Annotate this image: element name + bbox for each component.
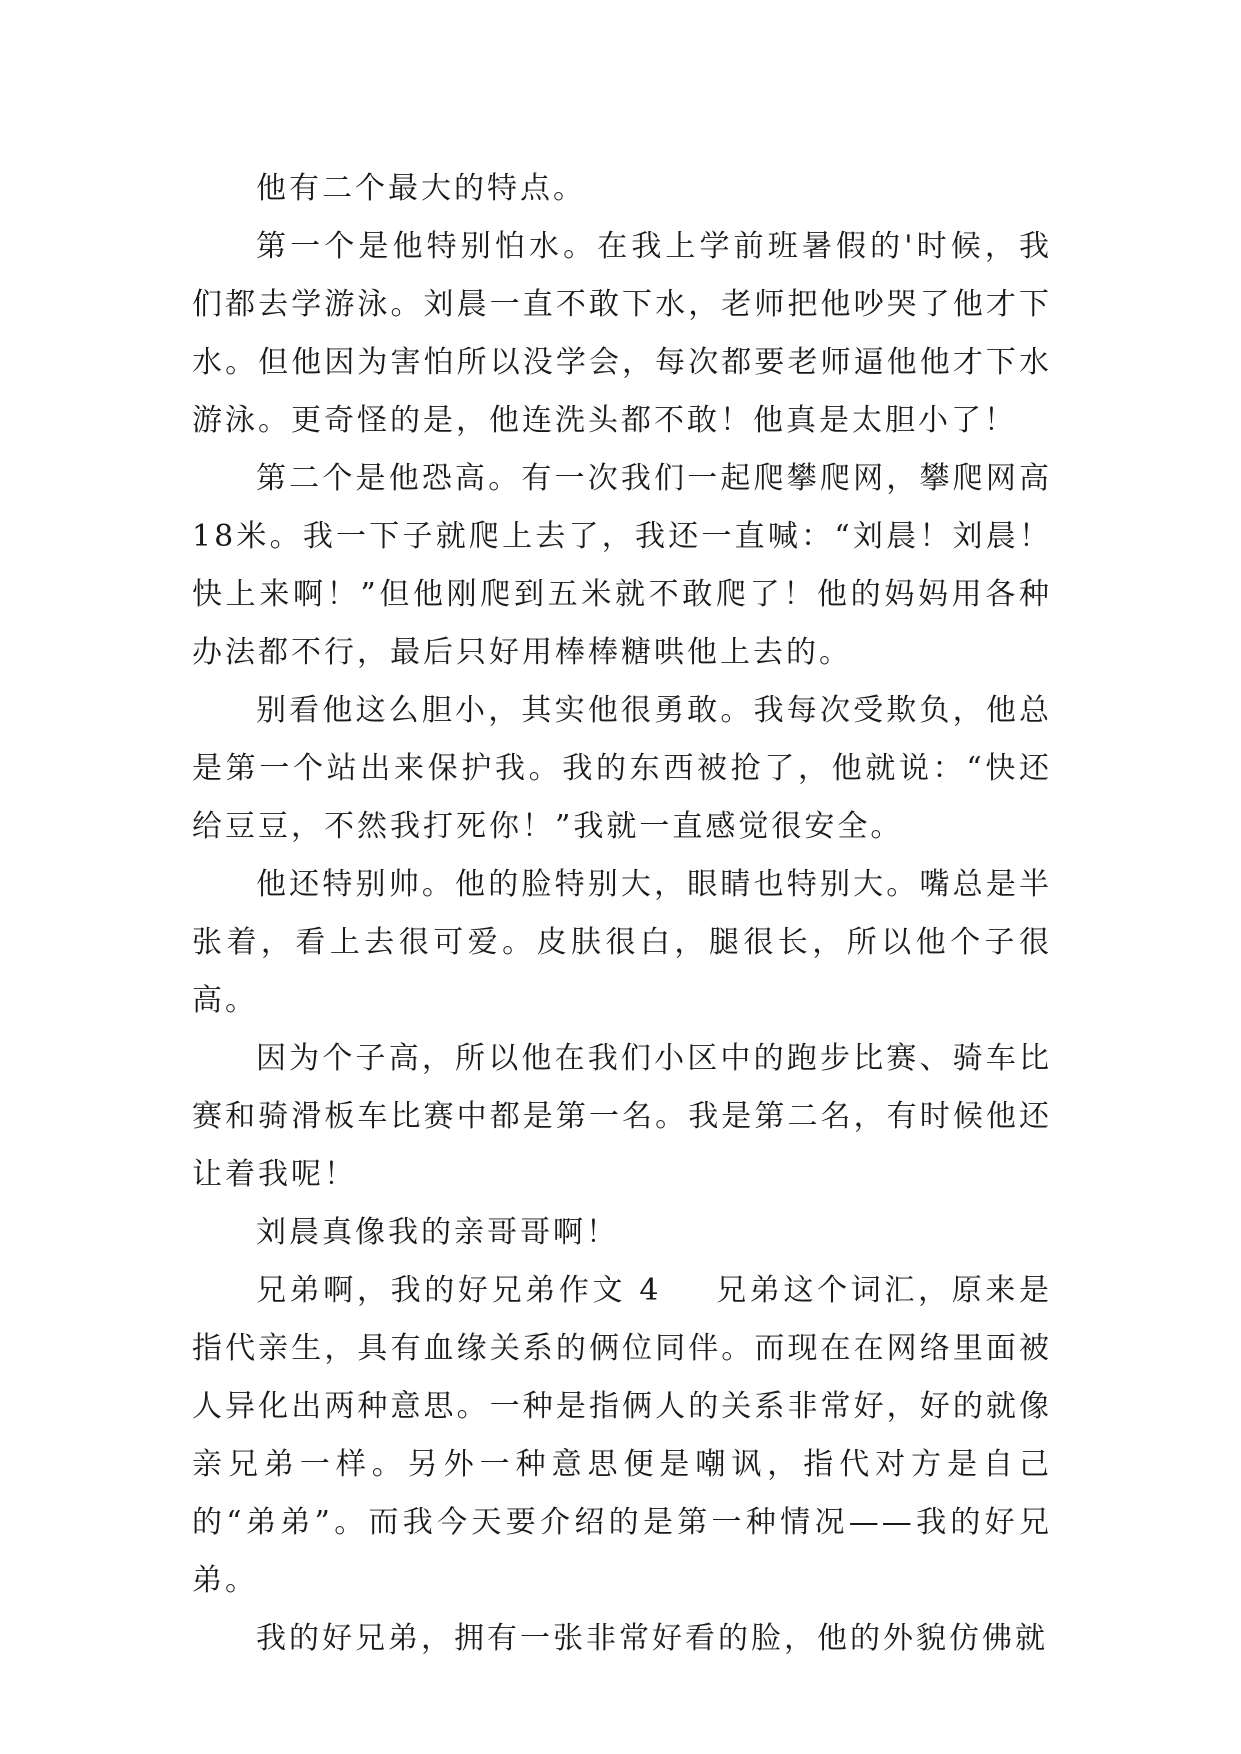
- essay-paragraph: [192, 1262, 1052, 1610]
- document-body: [192, 160, 1052, 1668]
- paragraph-5: 他还特别帅。他的脸特别大，眼睛也特别大。嘴总是半张着，看上去很可爱。皮肤很白，腿很长，所以他个子很高。: [192, 867, 1052, 1018]
- essay-heading: 兄弟啊，我的好兄弟作文 4: [256, 1273, 662, 1308]
- paragraph-7: 刘晨真像我的亲哥哥啊！: [256, 1215, 619, 1250]
- paragraph-3: 第二个是他恐高。有一次我们一起爬攀爬网，攀爬网高18米。我一下子就爬上去了，我还一直喊：“刘晨！刘晨！快上来啊！”但他刚爬到五米就不敢爬了！他的妈妈用各种办法都不行，最后只好用棒棒糖哄他上去的。: [192, 461, 1052, 670]
- paragraph-4: 别看他这么胆小，其实他很勇敢。我每次受欺负，他总是第一个站出来保护我。我的东西被抢了，他就说：“快还给豆豆，不然我打死你！”我就一直感觉很安全。: [192, 693, 1052, 844]
- paragraph-1: 他有二个最大的特点。: [256, 171, 586, 206]
- final-paragraph: 我的好兄弟，拥有一张非常好看的脸，他的外貌仿佛就: [256, 1621, 1048, 1656]
- essay-paragraph-text: 兄弟这个词汇，原来是指代亲生，具有血缘关系的俩位同伴。而现在在网络里面被人异化出两种意思。一种是指俩人的关系非常好，好的就像亲兄弟一样。另外一种意思便是嘲讽，指代对方是自己的“弟弟”。而我今天要介绍的是第一种情况——我的好兄弟。: [192, 1273, 1053, 1598]
- paragraph-2: 第一个是他特别怕水。在我上学前班暑假的'时候，我们都去学游泳。刘晨一直不敢下水，老师把他吵哭了他才下水。但他因为害怕所以没学会，每次都要老师逼他他才下水游泳。更奇怪的是，他连洗头都不敢！他真是太胆小了！: [192, 229, 1052, 438]
- paragraph-6: 因为个子高，所以他在我们小区中的跑步比赛、骑车比赛和骑滑板车比赛中都是第一名。我是第二名，有时候他还让着我呢！: [192, 1041, 1052, 1192]
